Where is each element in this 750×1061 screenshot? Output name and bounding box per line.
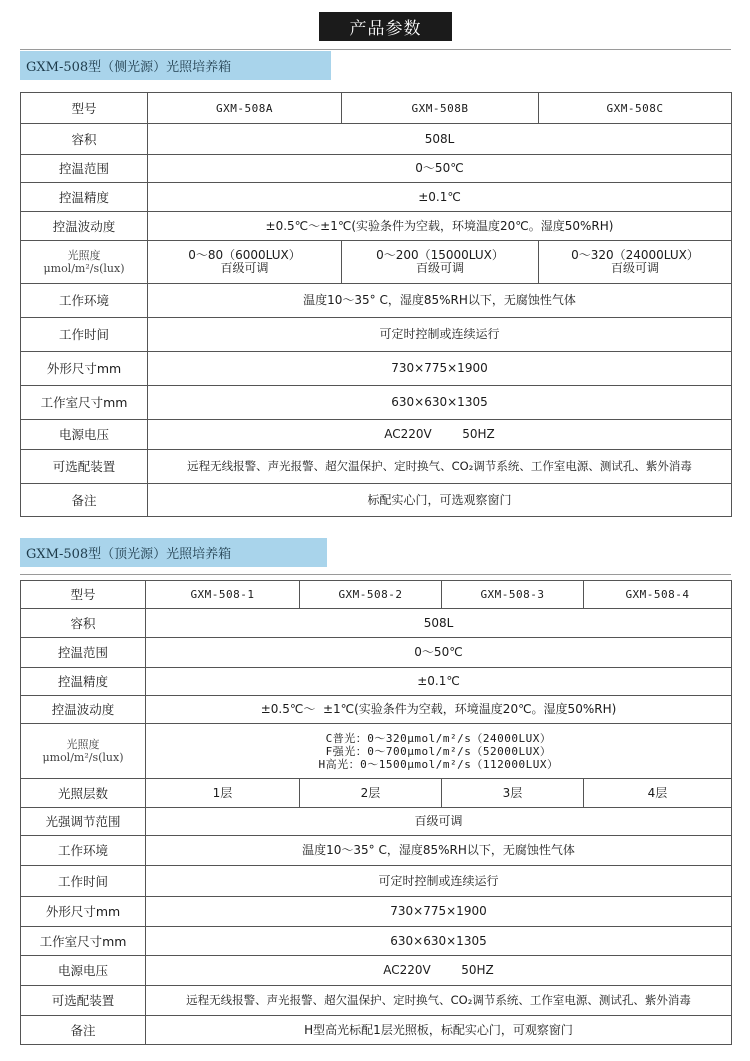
model-value: GXM-508A	[148, 93, 342, 124]
table-row	[21, 956, 732, 986]
temp-range-value: 0～50℃	[146, 638, 732, 668]
layers-value: 3层	[442, 779, 584, 808]
illum-range: 0～80（6000LUX）	[188, 248, 301, 262]
temp-fluct-value: ±0.5℃～±1℃(实验条件为空载，环境温度20℃。湿度50%RH)	[148, 212, 732, 241]
table-row	[21, 897, 732, 927]
table-row	[21, 484, 732, 517]
temp-precision-label: 控温精度	[21, 183, 148, 212]
table-row	[21, 241, 732, 284]
env-label: 工作环境	[21, 836, 146, 866]
section1-spec-table	[20, 92, 732, 517]
table-row	[21, 183, 732, 212]
adjust-value: 百级可调	[146, 808, 732, 836]
model-value: GXM-508-4	[584, 581, 732, 609]
model-label: 型号	[21, 581, 146, 609]
inner-size-label: 工作室尺寸mm	[21, 386, 148, 420]
layers-label: 光照层数	[21, 779, 146, 808]
env-label: 工作环境	[21, 284, 148, 318]
time-value: 可定时控制或连续运行	[146, 866, 732, 897]
outer-size-value: 730×775×1900	[148, 352, 732, 386]
temp-range-label: 控温范围	[21, 638, 146, 668]
table-row	[21, 450, 732, 484]
table-row	[21, 93, 732, 124]
section1-top-rule	[20, 49, 731, 50]
outer-size-value: 730×775×1900	[146, 897, 732, 927]
outer-size-label: 外形尺寸mm	[21, 352, 148, 386]
page-title: 产品参数	[319, 12, 452, 41]
illum-label-line2: μmol/m²/s(lux)	[43, 262, 125, 275]
table-row	[21, 124, 732, 155]
table-row	[21, 927, 732, 956]
illum-adjust: 百级可调	[610, 261, 659, 275]
section2-spec-table	[20, 580, 732, 1045]
temp-precision-label: 控温精度	[21, 668, 146, 696]
model-value: GXM-508C	[539, 93, 732, 124]
options-value: 远程无线报警、声光报警、超欠温保护、定时换气、CO₂调节系统、工作室电源、测试孔、紫外消毒	[148, 450, 732, 484]
table-row	[21, 1016, 732, 1045]
section2-heading: GXM-508型（顶光源）光照培养箱	[20, 538, 327, 567]
remark-value: H型高光标配1层光照板，标配实心门，可观察窗门	[146, 1016, 732, 1045]
env-value: 温度10～35° C，湿度85%RH以下，无腐蚀性气体	[146, 836, 732, 866]
inner-size-value: 630×630×1305	[146, 927, 732, 956]
adjust-label: 光强调节范围	[21, 808, 146, 836]
volume-value: 508L	[148, 124, 732, 155]
illum-f-line: F强光：0～700μmol/m²/s（52000LUX）	[325, 744, 552, 758]
volume-label: 容积	[21, 124, 148, 155]
illum-value	[148, 241, 342, 284]
options-label: 可选配装置	[21, 986, 146, 1016]
illum-value	[146, 724, 732, 779]
table-row	[21, 724, 732, 779]
table-row	[21, 866, 732, 897]
outer-size-label: 外形尺寸mm	[21, 897, 146, 927]
illum-value	[539, 241, 732, 284]
options-value: 远程无线报警、声光报警、超欠温保护、定时换气、CO₂调节系统、工作室电源、测试孔、紫外消毒	[146, 986, 732, 1016]
illum-h-line: H高光：0～1500μmol/m²/s（112000LUX）	[318, 757, 559, 771]
table-row	[21, 696, 732, 724]
table-row	[21, 212, 732, 241]
section1-heading: GXM-508型（侧光源）光照培养箱	[20, 51, 331, 80]
power-value: AC220V 50HZ	[146, 956, 732, 986]
table-row	[21, 638, 732, 668]
temp-fluct-label: 控温波动度	[21, 212, 148, 241]
remark-value: 标配实心门，可选观察窗门	[148, 484, 732, 517]
volume-value: 508L	[146, 609, 732, 638]
illum-label-line1: 光照度	[66, 738, 100, 751]
layers-value: 1层	[146, 779, 300, 808]
layers-value: 4层	[584, 779, 732, 808]
model-value: GXM-508B	[342, 93, 539, 124]
table-row	[21, 284, 732, 318]
options-label: 可选配装置	[21, 450, 148, 484]
table-row	[21, 581, 732, 609]
table-row	[21, 420, 732, 450]
temp-range-value: 0～50℃	[148, 155, 732, 183]
model-value: GXM-508-1	[146, 581, 300, 609]
table-row	[21, 986, 732, 1016]
table-row	[21, 155, 732, 183]
illum-value	[342, 241, 539, 284]
temp-precision-value: ±0.1℃	[148, 183, 732, 212]
illum-range: 0～200（15000LUX）	[376, 248, 504, 262]
power-label: 电源电压	[21, 956, 146, 986]
illum-c-line: C普光：0～320μmol/m²/s（24000LUX）	[325, 731, 552, 745]
power-label: 电源电压	[21, 420, 148, 450]
table-row	[21, 352, 732, 386]
env-value: 温度10～35° C，湿度85%RH以下，无腐蚀性气体	[148, 284, 732, 318]
section2-top-rule	[20, 574, 731, 575]
table-row	[21, 808, 732, 836]
layers-value: 2层	[300, 779, 442, 808]
inner-size-label: 工作室尺寸mm	[21, 927, 146, 956]
table-row	[21, 836, 732, 866]
illum-range: 0～320（24000LUX）	[571, 248, 699, 262]
table-row	[21, 779, 732, 808]
table-row	[21, 318, 732, 352]
volume-label: 容积	[21, 609, 146, 638]
model-value: GXM-508-3	[442, 581, 584, 609]
model-label: 型号	[21, 93, 148, 124]
illum-adjust: 百级可调	[415, 261, 464, 275]
time-label: 工作时间	[21, 866, 146, 897]
temp-range-label: 控温范围	[21, 155, 148, 183]
inner-size-value: 630×630×1305	[148, 386, 732, 420]
power-value: AC220V 50HZ	[148, 420, 732, 450]
time-value: 可定时控制或连续运行	[148, 318, 732, 352]
illum-label	[21, 724, 146, 779]
temp-fluct-value: ±0.5℃～ ±1℃(实验条件为空载，环境温度20℃。湿度50%RH)	[146, 696, 732, 724]
remark-label: 备注	[21, 1016, 146, 1045]
illum-label-line1: 光照度	[67, 249, 101, 262]
table-row	[21, 386, 732, 420]
temp-fluct-label: 控温波动度	[21, 696, 146, 724]
illum-label	[21, 241, 148, 284]
temp-precision-value: ±0.1℃	[146, 668, 732, 696]
table-row	[21, 609, 732, 638]
illum-adjust: 百级可调	[220, 261, 269, 275]
table-row	[21, 668, 732, 696]
remark-label: 备注	[21, 484, 148, 517]
time-label: 工作时间	[21, 318, 148, 352]
model-value: GXM-508-2	[300, 581, 442, 609]
illum-label-line2: μmol/m²/s(lux)	[42, 751, 124, 764]
